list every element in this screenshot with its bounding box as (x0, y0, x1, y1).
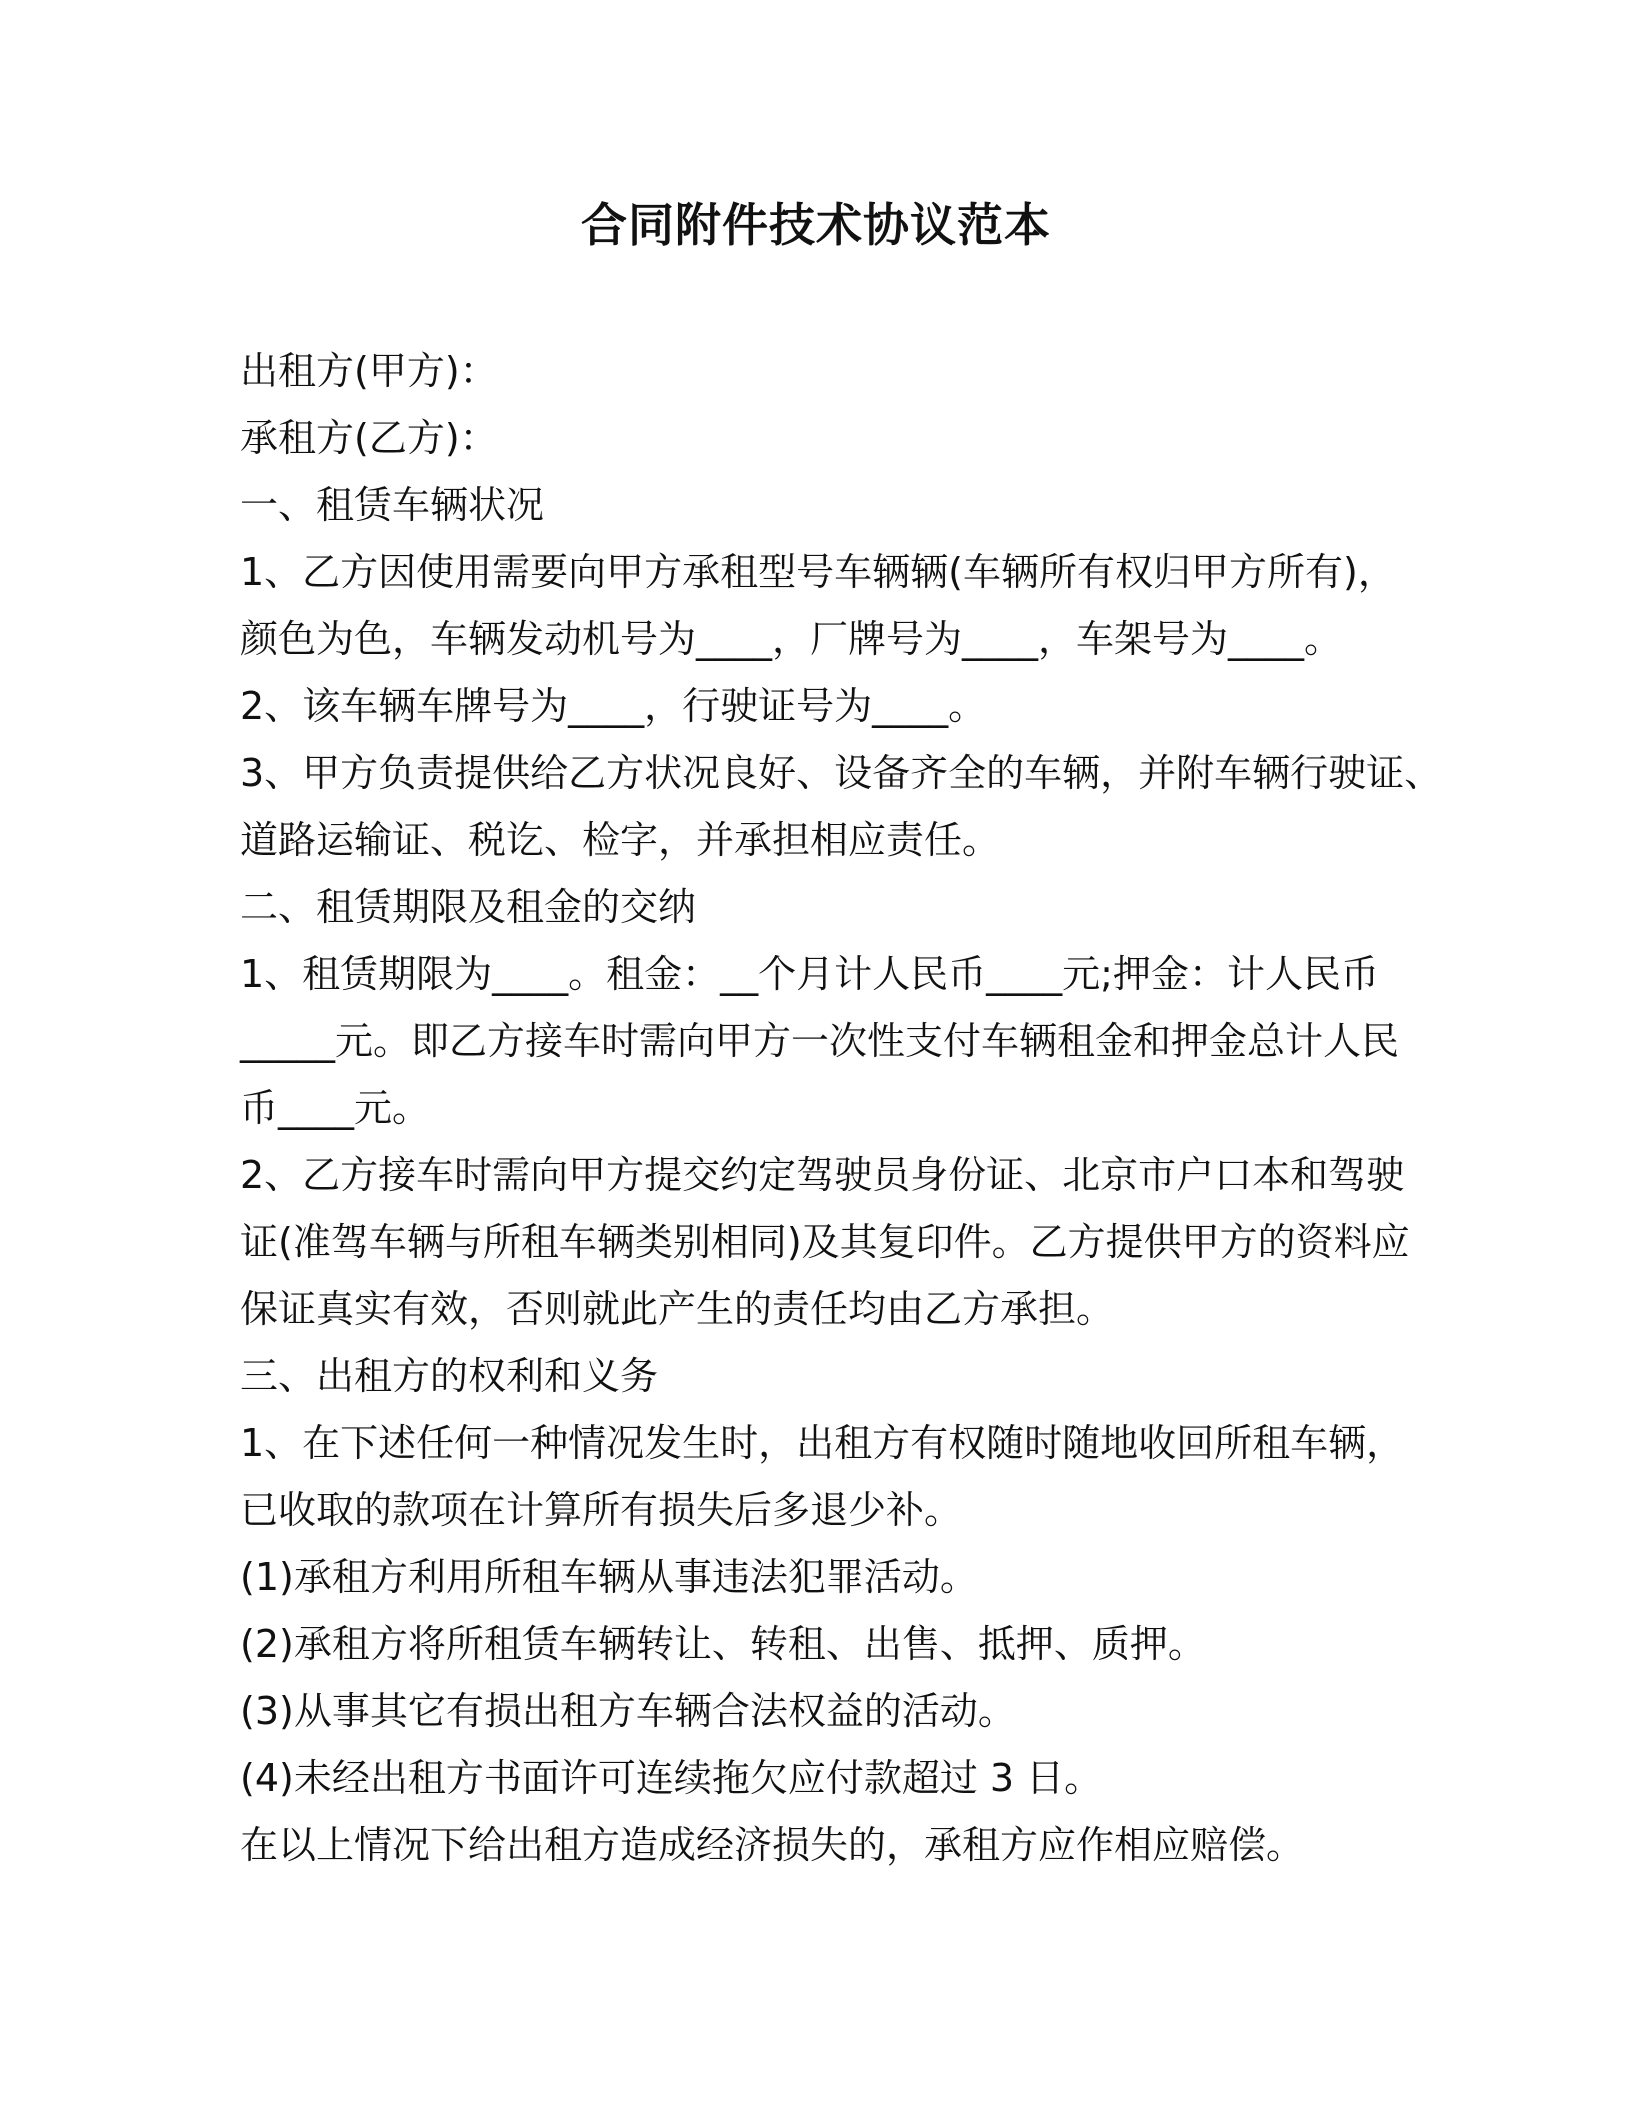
paragraph-line: 在以上情况下给出租方造成经济损失的，承租方应作相应赔偿。 (240, 1823, 1305, 1867)
paragraph-line: _____元。即乙方接车时需向甲方一次性支付车辆租金和押金总计人民 (240, 1019, 1400, 1063)
document-body (240, 338, 1443, 1879)
paragraph-line: 保证真实有效，否则就此产生的责任均由乙方承担。 (240, 1287, 1115, 1331)
section-heading-term-rent: 二、租赁期限及租金的交纳 (240, 885, 697, 929)
lessor-line: 出租方(甲方)： (240, 349, 498, 393)
paragraph-line: 已收取的款项在计算所有损失后多退少补。 (240, 1488, 963, 1532)
paragraph-line: 1、租赁期限为____。租金：__个月计人民币____元;押金：计人民币 (240, 952, 1379, 996)
paragraph-line: 1、在下述任何一种情况发生时，出租方有权随时随地收回所租车辆， (240, 1421, 1405, 1465)
paragraph-line: 3、甲方负责提供给乙方状况良好、设备齐全的车辆，并附车辆行驶证、 (240, 751, 1443, 795)
paragraph-line: 2、该车辆车牌号为____，行驶证号为____。 (240, 684, 987, 728)
section-heading-vehicle: 一、租赁车辆状况 (240, 483, 545, 527)
section-heading-lessor-rights: 三、出租方的权利和义务 (240, 1354, 659, 1398)
list-item: (2)承租方将所租赁车辆转让、转租、出售、抵押、质押。 (240, 1622, 1206, 1666)
paragraph-line: 道路运输证、税讫、检字，并承担相应责任。 (240, 818, 1001, 862)
lessee-line: 承租方(乙方)： (240, 416, 498, 460)
list-item: (1)承租方利用所租车辆从事违法犯罪活动。 (240, 1555, 978, 1599)
document-title: 合同附件技术协议范本 (581, 198, 1051, 252)
list-item: (4)未经出租方书面许可连续拖欠应付款超过 3 日。 (240, 1756, 1103, 1800)
paragraph-line: 1、乙方因使用需要向甲方承租型号车辆辆(车辆所有权归甲方所有)， (240, 550, 1396, 594)
paragraph-line: 币____元。 (240, 1086, 431, 1130)
list-item: (3)从事其它有损出租方车辆合法权益的活动。 (240, 1689, 1016, 1733)
paragraph-line: 颜色为色，车辆发动机号为____，厂牌号为____，车架号为____。 (240, 617, 1343, 661)
paragraph-line: 证(准驾车辆与所租车辆类别相同)及其复印件。乙方提供甲方的资料应 (240, 1220, 1410, 1264)
paragraph-line: 2、乙方接车时需向甲方提交约定驾驶员身份证、北京市户口本和驾驶 (240, 1153, 1405, 1197)
